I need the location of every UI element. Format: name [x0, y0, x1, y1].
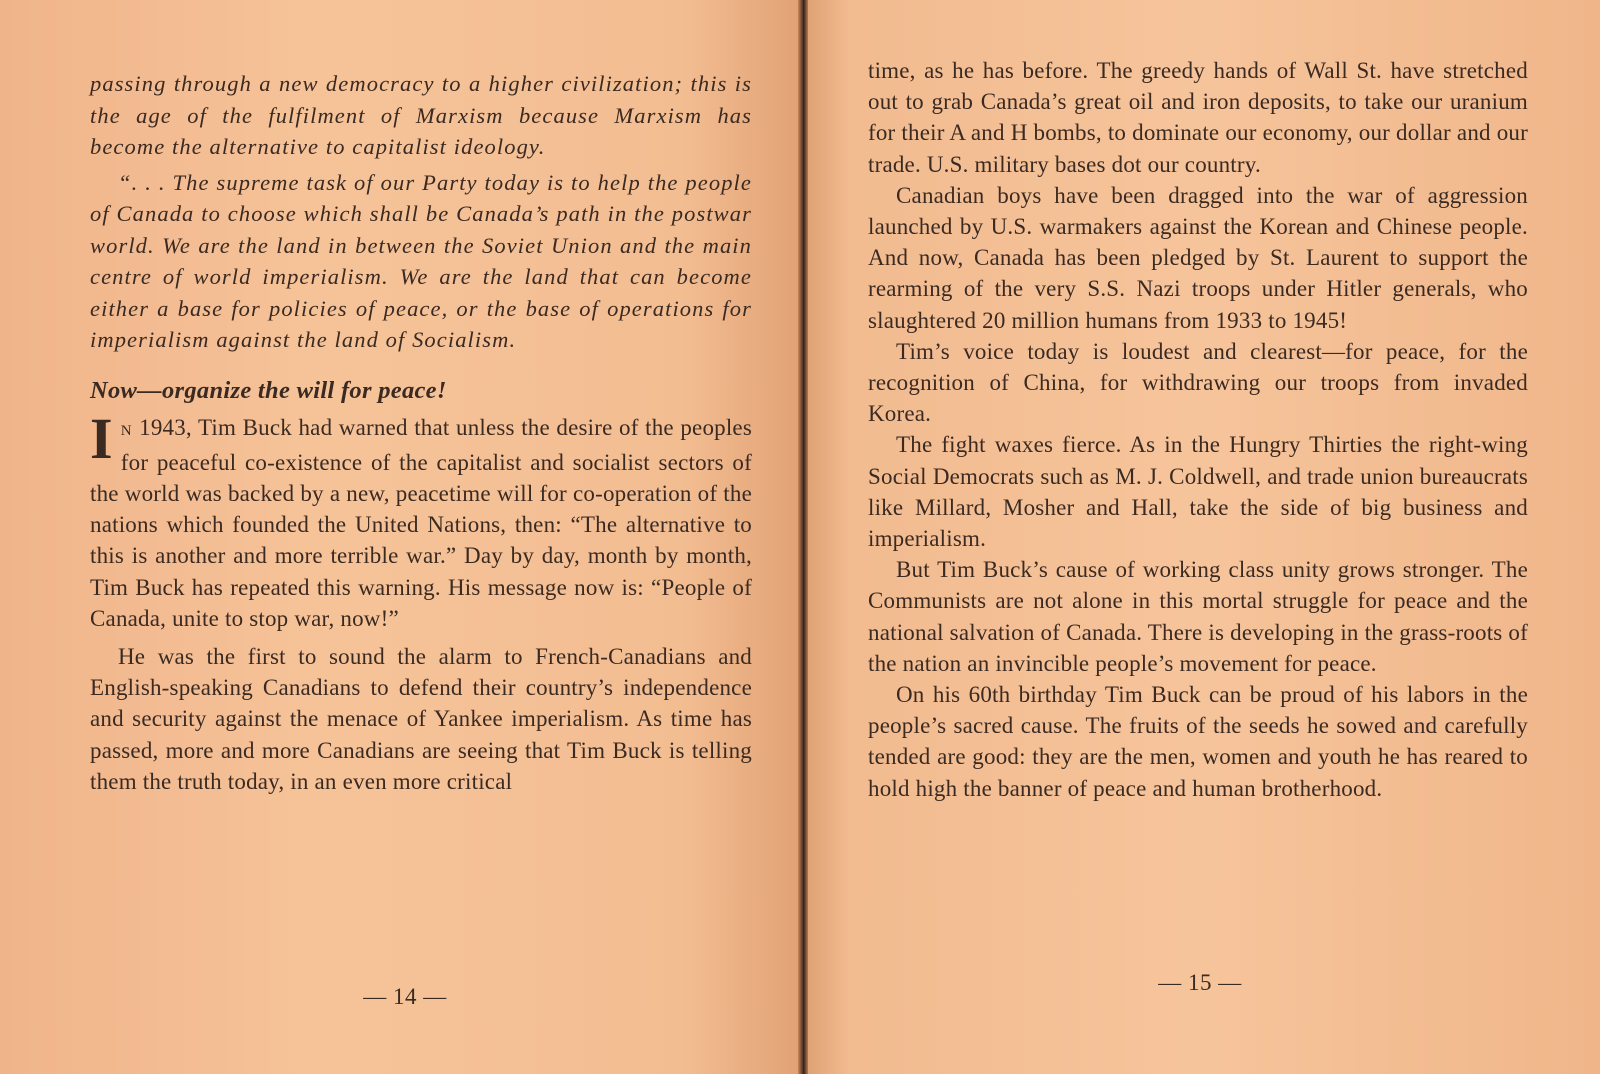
italic-paragraph: passing through a new democracy to a higher civilization; this is the age of the fulfilment of Marxism because Marxism has become the alternative to capitalist ideology.: [90, 71, 752, 159]
italic-quote-paragraph: “. . . The supreme task of our Party today is to help the people of Canada to choose which shall be Canada’s path in the postwar world. We are the land in between the Soviet Union and the main centre of world imperialism. We are the land that can become either a base for policies of peace, or the base of operations for imperialism against the land of Socialism.: [90, 169, 752, 352]
body-paragraph: [90, 405, 752, 634]
drop-cap: I: [90, 405, 113, 471]
body-paragraph: He was the first to sound the alarm to French-Canadians and English-speaking Canadians to defend their country’s independence and security against the menace of Yankee imperialism. As time has passed, more and more Canadians are seeing that Tim Buck is telling them the truth today, in an even more critical: [90, 643, 752, 794]
drop-cap-tail: N: [120, 422, 133, 439]
body-paragraph: Tim’s voice today is loudest and clearest—for peace, for the recognition of China, for withdrawing our troops from invaded Korea.: [868, 338, 1528, 427]
body-paragraph: Canadian boys have been dragged into the war of aggression launched by U.S. warmakers against the Korean and Chinese people. And now, Canada has been pledged by St. Laurent to support the rearming of the very S.S. Nazi troops under Hitler generals, who slaughtered 20 million humans from 1933 to 1945!: [868, 182, 1528, 333]
section-heading: Now—organize the will for peace!: [90, 376, 447, 404]
page-number: — 15 —: [1158, 970, 1242, 995]
body-paragraph: On his 60th birthday Tim Buck can be proud of his labors in the people’s sacred cause. The fruits of the seeds he sowed and carefully tended are good: they are the men, women and youth he has reared to hold high the banner of peace and human brotherhood.: [868, 682, 1528, 801]
left-page-text: [90, 68, 752, 797]
book-spine: [798, 0, 808, 1074]
paragraph-text: 1943, Tim Buck had warned that unless the desire of the peoples for peaceful co-existence of the capitalist and socialist sectors of the world was backed by a new, peacetime will for co-operation of the nations which founded the United Nations, then: “The alternative to this is another and more terrible war.” Day by day, month by month, Tim Buck has repeated this warning. His message now is: “People of Canada, unite to stop war, now!”: [90, 414, 752, 631]
body-paragraph: The fight waxes fierce. As in the Hungry Thirties the right-wing Social Democrats such as M. J. Coldwell, and trade union bureaucrats like Millard, Mosher and Hall, take the side of big business and imperialism.: [868, 432, 1528, 552]
right-page-text: [868, 55, 1528, 804]
body-paragraph: time, as he has before. The greedy hands of Wall St. have stretched out to grab Canada’s great oil and iron deposits, to take our uranium for their A and H bombs, to dominate our economy, our dollar and our trade. U.S. military bases dot our country.: [868, 58, 1528, 177]
page-number: — 14 —: [363, 984, 447, 1009]
body-paragraph: But Tim Buck’s cause of working class unity grows stronger. The Communists are not alone in this mortal struggle for peace and the national salvation of Canada. There is developing in the grass-roots of the nation an invincible people’s movement for peace.: [868, 557, 1528, 676]
